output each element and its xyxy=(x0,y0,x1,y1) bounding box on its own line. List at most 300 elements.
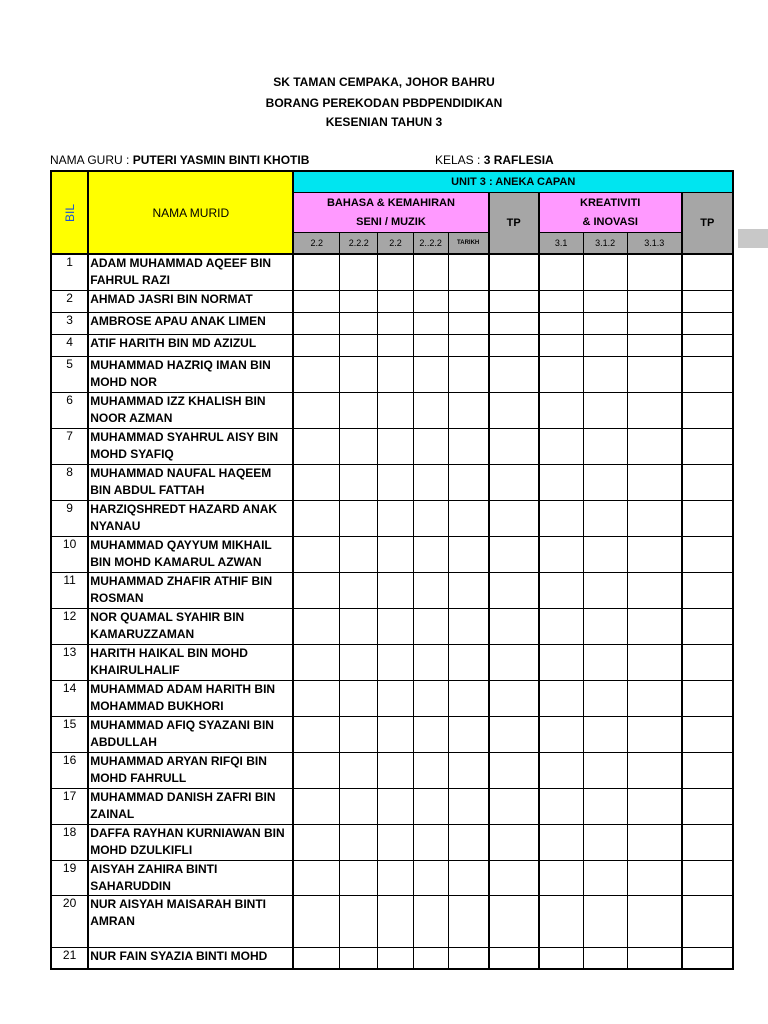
table-row xyxy=(51,680,733,716)
score-cell[interactable] xyxy=(293,644,339,680)
row-number: 17 xyxy=(51,788,88,824)
code-cell: 2..2.2 xyxy=(413,233,448,255)
score-cell[interactable] xyxy=(583,536,627,572)
score-cell[interactable] xyxy=(627,428,681,464)
score-cell[interactable] xyxy=(413,895,448,947)
score-cell[interactable] xyxy=(413,334,448,356)
score-cell[interactable] xyxy=(627,860,681,895)
score-cell[interactable] xyxy=(340,536,378,572)
table-row xyxy=(51,500,733,536)
tp-cell[interactable] xyxy=(489,716,539,752)
score-cell[interactable] xyxy=(413,608,448,644)
code-cell: 2.2.2 xyxy=(340,233,378,255)
score-cell[interactable] xyxy=(448,608,488,644)
tp2-header: TP xyxy=(682,193,733,255)
score-cell[interactable] xyxy=(378,290,413,312)
student-name: AISYAH ZAHIRA BINTI SAHARUDDIN xyxy=(88,860,293,895)
score-cell[interactable] xyxy=(340,824,378,860)
score-cell[interactable] xyxy=(627,356,681,392)
score-cell[interactable] xyxy=(539,334,583,356)
score-cell[interactable] xyxy=(583,608,627,644)
tp-cell[interactable] xyxy=(682,254,733,290)
score-cell[interactable] xyxy=(448,572,488,608)
student-name: MUHAMMAD SYAHRUL AISY BIN MOHD SYAFIQ xyxy=(88,428,293,464)
score-cell[interactable] xyxy=(340,312,378,334)
score-cell[interactable] xyxy=(293,608,339,644)
score-cell[interactable] xyxy=(340,392,378,428)
score-cell[interactable] xyxy=(413,392,448,428)
tp-cell[interactable] xyxy=(489,312,539,334)
table-row xyxy=(51,290,733,312)
tp-cell[interactable] xyxy=(489,680,539,716)
code-cell: 2.2 xyxy=(293,233,339,255)
score-cell[interactable] xyxy=(413,290,448,312)
score-cell[interactable] xyxy=(627,895,681,947)
tp-cell[interactable] xyxy=(682,536,733,572)
score-cell[interactable] xyxy=(378,536,413,572)
student-name: ADAM MUHAMMAD AQEEF BIN FAHRUL RAZI xyxy=(88,254,293,290)
score-cell[interactable] xyxy=(413,464,448,500)
score-cell[interactable] xyxy=(378,572,413,608)
tp-cell[interactable] xyxy=(489,356,539,392)
score-cell[interactable] xyxy=(627,788,681,824)
score-cell[interactable] xyxy=(627,947,681,969)
score-cell[interactable] xyxy=(293,500,339,536)
score-cell[interactable] xyxy=(583,464,627,500)
bil-header: BIL xyxy=(62,203,77,222)
score-cell[interactable] xyxy=(378,428,413,464)
tp-cell[interactable] xyxy=(489,895,539,947)
score-cell[interactable] xyxy=(583,334,627,356)
score-cell[interactable] xyxy=(378,752,413,788)
score-cell[interactable] xyxy=(448,716,488,752)
teacher-label: NAMA GURU : xyxy=(50,153,130,167)
score-cell[interactable] xyxy=(378,312,413,334)
score-cell[interactable] xyxy=(583,860,627,895)
score-cell[interactable] xyxy=(539,572,583,608)
score-cell[interactable] xyxy=(293,356,339,392)
tp-cell[interactable] xyxy=(489,824,539,860)
score-cell[interactable] xyxy=(583,392,627,428)
row-number: 16 xyxy=(51,752,88,788)
score-cell[interactable] xyxy=(539,947,583,969)
table-row xyxy=(51,895,733,947)
tp-cell[interactable] xyxy=(489,254,539,290)
score-cell[interactable] xyxy=(293,536,339,572)
score-cell[interactable] xyxy=(539,536,583,572)
score-cell[interactable] xyxy=(378,680,413,716)
tp-cell[interactable] xyxy=(682,752,733,788)
student-name: MUHAMMAD QAYYUM MIKHAIL BIN MOHD KAMARUL AZWAN xyxy=(88,536,293,572)
tp-cell[interactable] xyxy=(489,572,539,608)
student-name: MUHAMMAD HAZRIQ IMAN BIN MOHD NOR xyxy=(88,356,293,392)
score-cell[interactable] xyxy=(340,428,378,464)
score-cell[interactable] xyxy=(413,824,448,860)
score-cell[interactable] xyxy=(627,464,681,500)
assessment-table xyxy=(50,170,734,970)
score-cell[interactable] xyxy=(448,752,488,788)
score-cell[interactable] xyxy=(448,500,488,536)
score-cell[interactable] xyxy=(583,788,627,824)
score-cell[interactable] xyxy=(583,254,627,290)
tp-cell[interactable] xyxy=(682,788,733,824)
tp-cell[interactable] xyxy=(682,290,733,312)
tp-cell[interactable] xyxy=(489,536,539,572)
score-cell[interactable] xyxy=(413,356,448,392)
code-cell: 3.1.2 xyxy=(583,233,627,255)
teacher-line xyxy=(50,153,309,167)
score-cell[interactable] xyxy=(340,788,378,824)
row-number: 5 xyxy=(51,356,88,392)
score-cell[interactable] xyxy=(413,680,448,716)
score-cell[interactable] xyxy=(378,392,413,428)
score-cell[interactable] xyxy=(378,334,413,356)
score-cell[interactable] xyxy=(378,500,413,536)
score-cell[interactable] xyxy=(378,254,413,290)
score-cell[interactable] xyxy=(378,356,413,392)
score-cell[interactable] xyxy=(539,428,583,464)
row-number: 10 xyxy=(51,536,88,572)
score-cell[interactable] xyxy=(583,752,627,788)
row-number: 14 xyxy=(51,680,88,716)
score-cell[interactable] xyxy=(627,392,681,428)
score-cell[interactable] xyxy=(378,860,413,895)
score-cell[interactable] xyxy=(539,500,583,536)
score-cell[interactable] xyxy=(583,824,627,860)
student-name: HARZIQSHREDT HAZARD ANAK NYANAU xyxy=(88,500,293,536)
score-cell[interactable] xyxy=(627,680,681,716)
table-row xyxy=(51,608,733,644)
tarikh-cell: TARIKH xyxy=(448,233,488,255)
scroll-tab[interactable] xyxy=(738,229,768,248)
tp-cell[interactable] xyxy=(489,290,539,312)
score-cell[interactable] xyxy=(539,254,583,290)
tp-cell[interactable] xyxy=(682,608,733,644)
tp-cell[interactable] xyxy=(489,644,539,680)
class-name: 3 RAFLESIA xyxy=(483,153,554,167)
tp-cell[interactable] xyxy=(682,947,733,969)
score-cell[interactable] xyxy=(627,500,681,536)
score-cell[interactable] xyxy=(448,334,488,356)
score-cell[interactable] xyxy=(293,752,339,788)
score-cell[interactable] xyxy=(378,644,413,680)
score-cell[interactable] xyxy=(293,680,339,716)
score-cell[interactable] xyxy=(539,788,583,824)
group-bahasa-header xyxy=(293,193,488,233)
score-cell[interactable] xyxy=(448,536,488,572)
tp-cell[interactable] xyxy=(682,392,733,428)
tp-cell[interactable] xyxy=(489,860,539,895)
score-cell[interactable] xyxy=(378,824,413,860)
score-cell[interactable] xyxy=(378,947,413,969)
tp-cell[interactable] xyxy=(489,608,539,644)
score-cell[interactable] xyxy=(378,464,413,500)
score-cell[interactable] xyxy=(293,947,339,969)
score-cell[interactable] xyxy=(539,752,583,788)
score-cell[interactable] xyxy=(448,947,488,969)
tp-cell[interactable] xyxy=(489,752,539,788)
row-number: 9 xyxy=(51,500,88,536)
score-cell[interactable] xyxy=(293,895,339,947)
score-cell[interactable] xyxy=(340,356,378,392)
score-cell[interactable] xyxy=(340,716,378,752)
score-cell[interactable] xyxy=(413,536,448,572)
score-cell[interactable] xyxy=(293,716,339,752)
student-name: NOR QUAMAL SYAHIR BIN KAMARUZZAMAN xyxy=(88,608,293,644)
score-cell[interactable] xyxy=(583,680,627,716)
student-name: AHMAD JASRI BIN NORMAT xyxy=(88,290,293,312)
table-row xyxy=(51,254,733,290)
score-cell[interactable] xyxy=(340,334,378,356)
score-cell[interactable] xyxy=(293,464,339,500)
score-cell[interactable] xyxy=(448,254,488,290)
score-cell[interactable] xyxy=(448,392,488,428)
tp-cell[interactable] xyxy=(682,860,733,895)
score-cell[interactable] xyxy=(378,895,413,947)
row-number: 4 xyxy=(51,334,88,356)
score-cell[interactable] xyxy=(413,860,448,895)
class-line xyxy=(435,153,554,167)
group-bahasa-line2: SENI / MUZIK xyxy=(356,215,426,228)
score-cell[interactable] xyxy=(627,716,681,752)
score-cell[interactable] xyxy=(448,788,488,824)
score-cell[interactable] xyxy=(539,464,583,500)
score-cell[interactable] xyxy=(539,290,583,312)
row-number: 21 xyxy=(51,947,88,969)
tp-cell[interactable] xyxy=(489,788,539,824)
group-kreativiti-line2: & INOVASI xyxy=(582,215,638,228)
score-cell[interactable] xyxy=(340,947,378,969)
bil-header-cell xyxy=(51,171,88,254)
table-row xyxy=(51,788,733,824)
nama-murid-header: NAMA MURID xyxy=(88,171,293,254)
row-number: 15 xyxy=(51,716,88,752)
score-cell[interactable] xyxy=(448,680,488,716)
row-number: 18 xyxy=(51,824,88,860)
score-cell[interactable] xyxy=(539,608,583,644)
score-cell[interactable] xyxy=(539,356,583,392)
tp-cell[interactable] xyxy=(489,464,539,500)
table-row xyxy=(51,947,733,969)
group-kreativiti-header xyxy=(539,193,682,233)
student-name: MUHAMMAD NAUFAL HAQEEM BIN ABDUL FATTAH xyxy=(88,464,293,500)
table-row xyxy=(51,644,733,680)
table-row xyxy=(51,860,733,895)
score-cell[interactable] xyxy=(627,290,681,312)
score-cell[interactable] xyxy=(293,788,339,824)
score-cell[interactable] xyxy=(413,500,448,536)
score-cell[interactable] xyxy=(539,644,583,680)
score-cell[interactable] xyxy=(539,895,583,947)
score-cell[interactable] xyxy=(413,572,448,608)
score-cell[interactable] xyxy=(413,428,448,464)
tp-cell[interactable] xyxy=(682,500,733,536)
score-cell[interactable] xyxy=(378,608,413,644)
student-name: MUHAMMAD ADAM HARITH BIN MOHAMMAD BUKHORI xyxy=(88,680,293,716)
score-cell[interactable] xyxy=(448,428,488,464)
score-cell[interactable] xyxy=(340,290,378,312)
score-cell[interactable] xyxy=(627,644,681,680)
code-cell: 2.2 xyxy=(378,233,413,255)
table-row xyxy=(51,428,733,464)
score-cell[interactable] xyxy=(413,254,448,290)
student-name: MUHAMMAD IZZ KHALISH BIN NOOR AZMAN xyxy=(88,392,293,428)
score-cell[interactable] xyxy=(539,680,583,716)
score-cell[interactable] xyxy=(627,752,681,788)
table-row xyxy=(51,572,733,608)
tp-cell[interactable] xyxy=(489,334,539,356)
tp-cell[interactable] xyxy=(682,716,733,752)
score-cell[interactable] xyxy=(413,716,448,752)
score-cell[interactable] xyxy=(627,572,681,608)
school-title: SK TAMAN CEMPAKA, JOHOR BAHRU xyxy=(273,75,495,89)
tp-cell[interactable] xyxy=(682,572,733,608)
score-cell[interactable] xyxy=(340,895,378,947)
score-cell[interactable] xyxy=(583,572,627,608)
score-cell[interactable] xyxy=(448,356,488,392)
tp-cell[interactable] xyxy=(682,680,733,716)
score-cell[interactable] xyxy=(448,860,488,895)
code-cell: 3.1 xyxy=(539,233,583,255)
score-cell[interactable] xyxy=(539,392,583,428)
row-number: 12 xyxy=(51,608,88,644)
score-cell[interactable] xyxy=(340,608,378,644)
table-row xyxy=(51,752,733,788)
tp-cell[interactable] xyxy=(682,428,733,464)
row-number: 3 xyxy=(51,312,88,334)
score-cell[interactable] xyxy=(583,312,627,334)
score-cell[interactable] xyxy=(340,644,378,680)
student-name: MUHAMMAD DANISH ZAFRI BIN ZAINAL xyxy=(88,788,293,824)
score-cell[interactable] xyxy=(413,947,448,969)
tp-cell[interactable] xyxy=(682,356,733,392)
score-cell[interactable] xyxy=(448,290,488,312)
tp-cell[interactable] xyxy=(682,644,733,680)
table-row xyxy=(51,536,733,572)
score-cell[interactable] xyxy=(583,947,627,969)
score-cell[interactable] xyxy=(293,312,339,334)
row-number: 6 xyxy=(51,392,88,428)
group-bahasa-line1: BAHASA & KEMAHIRAN xyxy=(326,196,455,209)
score-cell[interactable] xyxy=(448,824,488,860)
score-cell[interactable] xyxy=(293,572,339,608)
student-name: AMBROSE APAU ANAK LIMEN xyxy=(88,312,293,334)
teacher-name: PUTERI YASMIN BINTI KHOTIB xyxy=(132,153,310,167)
score-cell[interactable] xyxy=(293,824,339,860)
tp-cell[interactable] xyxy=(489,392,539,428)
row-number: 20 xyxy=(51,895,88,947)
score-cell[interactable] xyxy=(539,716,583,752)
score-cell[interactable] xyxy=(340,680,378,716)
score-cell[interactable] xyxy=(627,824,681,860)
score-cell[interactable] xyxy=(583,644,627,680)
student-name: MUHAMMAD ZHAFIR ATHIF BIN ROSMAN xyxy=(88,572,293,608)
tp-cell[interactable] xyxy=(682,895,733,947)
table-row xyxy=(51,312,733,334)
score-cell[interactable] xyxy=(627,608,681,644)
score-cell[interactable] xyxy=(340,752,378,788)
score-cell[interactable] xyxy=(293,428,339,464)
student-name: ATIF HARITH BIN MD AZIZUL xyxy=(88,334,293,356)
table-row xyxy=(51,356,733,392)
score-cell[interactable] xyxy=(448,644,488,680)
student-name: MUHAMMAD ARYAN RIFQI BIN MOHD FAHRULL xyxy=(88,752,293,788)
score-cell[interactable] xyxy=(340,500,378,536)
tp-cell[interactable] xyxy=(489,947,539,969)
score-cell[interactable] xyxy=(583,895,627,947)
score-cell[interactable] xyxy=(413,752,448,788)
score-cell[interactable] xyxy=(583,500,627,536)
score-cell[interactable] xyxy=(378,788,413,824)
score-cell[interactable] xyxy=(539,312,583,334)
score-cell[interactable] xyxy=(583,716,627,752)
tp-cell[interactable] xyxy=(682,334,733,356)
table-row xyxy=(51,716,733,752)
row-number: 13 xyxy=(51,644,88,680)
row-number: 2 xyxy=(51,290,88,312)
tp-cell[interactable] xyxy=(682,824,733,860)
score-cell[interactable] xyxy=(378,716,413,752)
score-cell[interactable] xyxy=(583,428,627,464)
score-cell[interactable] xyxy=(293,254,339,290)
tp-cell[interactable] xyxy=(489,428,539,464)
score-cell[interactable] xyxy=(413,788,448,824)
score-cell[interactable] xyxy=(627,536,681,572)
row-number: 11 xyxy=(51,572,88,608)
score-cell[interactable] xyxy=(413,312,448,334)
table-row xyxy=(51,334,733,356)
score-cell[interactable] xyxy=(293,334,339,356)
student-name: DAFFA RAYHAN KURNIAWAN BIN MOHD DZULKIFLI xyxy=(88,824,293,860)
score-cell[interactable] xyxy=(340,254,378,290)
row-number: 7 xyxy=(51,428,88,464)
score-cell[interactable] xyxy=(627,334,681,356)
score-cell[interactable] xyxy=(627,312,681,334)
score-cell[interactable] xyxy=(583,290,627,312)
row-number: 1 xyxy=(51,254,88,290)
score-cell[interactable] xyxy=(448,895,488,947)
score-cell[interactable] xyxy=(293,392,339,428)
score-cell[interactable] xyxy=(340,464,378,500)
score-cell[interactable] xyxy=(627,254,681,290)
score-cell[interactable] xyxy=(539,824,583,860)
row-number: 19 xyxy=(51,860,88,895)
tp-cell[interactable] xyxy=(682,312,733,334)
score-cell[interactable] xyxy=(448,312,488,334)
table-row xyxy=(51,392,733,428)
score-cell[interactable] xyxy=(340,860,378,895)
tp-cell[interactable] xyxy=(489,500,539,536)
score-cell[interactable] xyxy=(293,290,339,312)
tp-cell[interactable] xyxy=(682,464,733,500)
subject-title: KESENIAN TAHUN 3 xyxy=(325,115,443,129)
class-label: KELAS : xyxy=(435,153,481,167)
code-cell: 3.1.3 xyxy=(627,233,681,255)
group-kreativiti-line1: KREATIVITI xyxy=(580,196,641,209)
score-cell[interactable] xyxy=(293,860,339,895)
unit-title: UNIT 3 : ANEKA CAPAN xyxy=(293,171,733,193)
table-row xyxy=(51,824,733,860)
score-cell[interactable] xyxy=(583,356,627,392)
student-name: HARITH HAIKAL BIN MOHD KHAIRULHALIF xyxy=(88,644,293,680)
score-cell[interactable] xyxy=(413,644,448,680)
student-name: MUHAMMAD AFIQ SYAZANI BIN ABDULLAH xyxy=(88,716,293,752)
form-title: BORANG PEREKODAN PBDPENDIDIKAN xyxy=(265,96,503,110)
score-cell[interactable] xyxy=(340,572,378,608)
score-cell[interactable] xyxy=(539,860,583,895)
student-name: NUR FAIN SYAZIA BINTI MOHD xyxy=(88,947,293,969)
score-cell[interactable] xyxy=(448,464,488,500)
